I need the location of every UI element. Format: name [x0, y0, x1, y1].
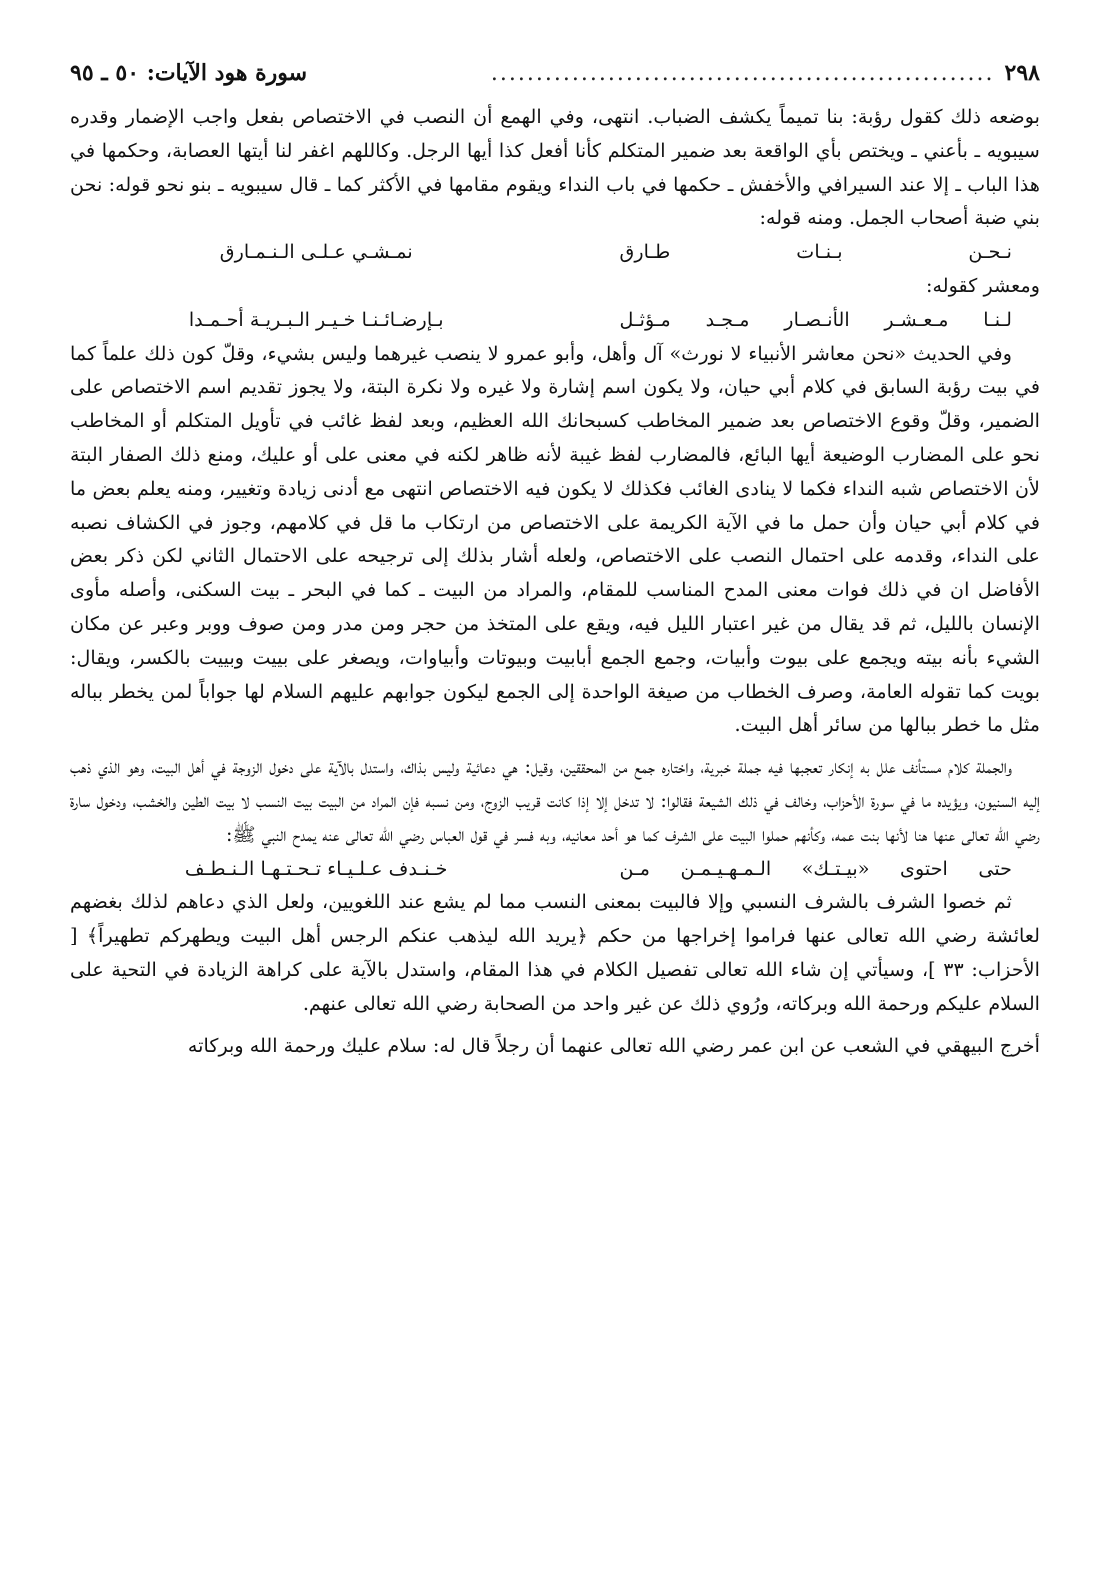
body-text	[70, 100, 1040, 1062]
poetry-verse	[70, 852, 1040, 886]
verse-second-hemistich: نمـشـي عـلـى الـنـمـارق	[219, 240, 413, 264]
paragraph: ثم خصوا الشرف بالشرف النسبي وإلا فالبيت بمعنى النسب مما لم يشع عند اللغويين، ولعل الذي دعاهم لذلك بغضهم لعائشة رضي الله تعالى عنها فراموا إخراجها من حكم ﴿يريد الله ليذهب عنكم الرجس أهل البيت ويطهركم تطهيراً﴾ [ الأحزاب: ٣٣ ]، وسيأتي إن شاء الله تعالى تفصيل الكلام في هذا المقام، واستدل بالآية على كراهة الزيادة في التحية على السلام عليكم ورحمة الله وبركاته، ورُوي ذلك عن غير واحد من الصحابة رضي الله تعالى عنهم.	[70, 890, 1041, 1015]
poetry-verse	[70, 235, 1040, 269]
paragraph: وفي الحديث «نحن معاشر الأنبياء لا نورث» آل وأهل، وأبو عمرو لا ينصب غيرهما وليس بشيء، وقلّ كون ذلك علماً كما في بيت رؤبة السابق في كلام أبي حيان، ولا يكون اسم إشارة ولا غيره ولا نكرة البتة، ولا يجوز تقديم اسم الاختصاص على الضمير، وقلّ وقوع الاختصاص بعد ضمير المخاطب كسبحانك الله العظيم، وبعد لفظ غائب في تأويل المتكلم أو المخاطب نحو على المضارب الوضيعة أيها البائع، فالمضارب لفظ غيبة لأنه ظاهر لكنه في معنى على أو عليك، ومنع ذلك الصفار البتة لأن الاختصاص شبه النداء فكما لا ينادى الغائب فكذلك لا يكون فيه الاختصاص انتهى مع أدنى زيادة وتغيير، ومنه يعلم بعض ما في كلام أبي حيان وأن حمل ما في الآية الكريمة على الاختصاص من ارتكاب ما قل في كلامهم، وجوز في الكشاف نصبه على النداء، وقدمه على احتمال النصب على الاختصاص، ولعله أشار بذلك إلى ترجيحه على الاحتمال الثاني لكن ذكر بعض الأفاضل ان في ذلك فوات معنى المدح المناسب للمقام، والمراد من البيت ـ كما في البحر ـ بيت السكنى، وأصله مأوى الإنسان بالليل، ثم قد يقال من غير اعتبار الليل فيه، ويقع على المتخذ من حجر ومن مدر ومن صوف ووبر وعبر عن مكان الشيء بأنه بيته ويجمع على بيوت وأبيات، وجمع الجمع أبابيت وبيوتات وأبياوات، ويصغر على بييت وبييت بالكسر، ويقال: بويت كما تقوله العامة، وصرف الخطاب من صيغة الواحدة إلى الجمع ليكون جوابهم عليهم السلام لها جواباً لمن يخطر بباله مثل ما خطر ببالها من سائر أهل البيت.	[70, 341, 1040, 737]
verse-first-hemistich: نـحـن بـنـات طـارق	[619, 240, 1012, 264]
surah-title: سورة هود الآيات: ٥٠ ـ ٩٥	[70, 60, 308, 86]
paragraph: ومعشر كقوله:	[926, 273, 1040, 297]
verse-first-hemistich: حتى احتوى «بيـتـك» الـمـهـيـمـن مـن	[619, 856, 1012, 880]
poetry-verse	[70, 303, 1040, 337]
page-number: ٢٩٨	[1004, 60, 1040, 86]
running-head	[70, 60, 1040, 100]
header-leader-dots: ........................................................	[490, 61, 995, 86]
paragraph: والجملة كلام مستأنف علل به إنكار تعجبها فيه جملة خبرية، واختاره جمع من المحققين، وقيل: هي دعائية وليس بذاك، واستدل بالآية على دخول الزوجة في أهل البيت، وهو الذي ذهب إليه السنيون، ويؤيده ما في سورة الأحزاب، وخالف في ذلك الشيعة فقالوا: لا تدخل إلا إذا كانت قريب الزوج، ومن نسبه فإن المراد من البيت بيت النسب لا بيت الطين والخشب، ودخول سارة رضي الله تعالى عنها هنا لأنها بنت عمه، وكأنهم حملوا البيت على الشرف كما هو أحد معانيه، وبه فسر في قول العباس رضي الله تعالى عنه يمدح النبي ﷺ:	[70, 755, 1040, 846]
verse-second-hemistich: خـنـدف عـلـيـاء تـحـتـهـا الـنـطـف	[184, 856, 448, 880]
paragraph: بوضعه ذلك كقول رؤبة: بنا تميماً يكشف الضباب. انتهى، وفي الهمع أن النصب في الاختصاص بفعل واجب الإضمار وقدره سيبويه ـ بأعني ـ ويختص بأي الواقعة بعد ضمير المتكلم كأنا أفعل كذا أيها الرجل. وكاللهم اغفر لنا أيتها العصابة، وحكمها في هذا الباب ـ إلا عند السيرافي والأخفش ـ حكمها في باب النداء ويقوم مقامها في الأكثر كما ـ قال سيبويه ـ بنو نحو قوله: نحن بني ضبة أصحاب الجمل. ومنه قوله:	[70, 105, 1040, 230]
paragraph: أخرج البيهقي في الشعب عن ابن عمر رضي الله تعالى عنهما أن رجلاً قال له: سلام عليك ورحمة الله وبركاته	[187, 1033, 1040, 1057]
verse-second-hemistich: بـإرضـائـنـا خـيـر الـبـريـة أحـمـدا	[188, 307, 444, 331]
verse-first-hemistich: لـنـا مـعـشـر الأنـصـار مـجـد مـؤثـل	[619, 307, 1012, 331]
book-page	[70, 60, 1040, 1062]
